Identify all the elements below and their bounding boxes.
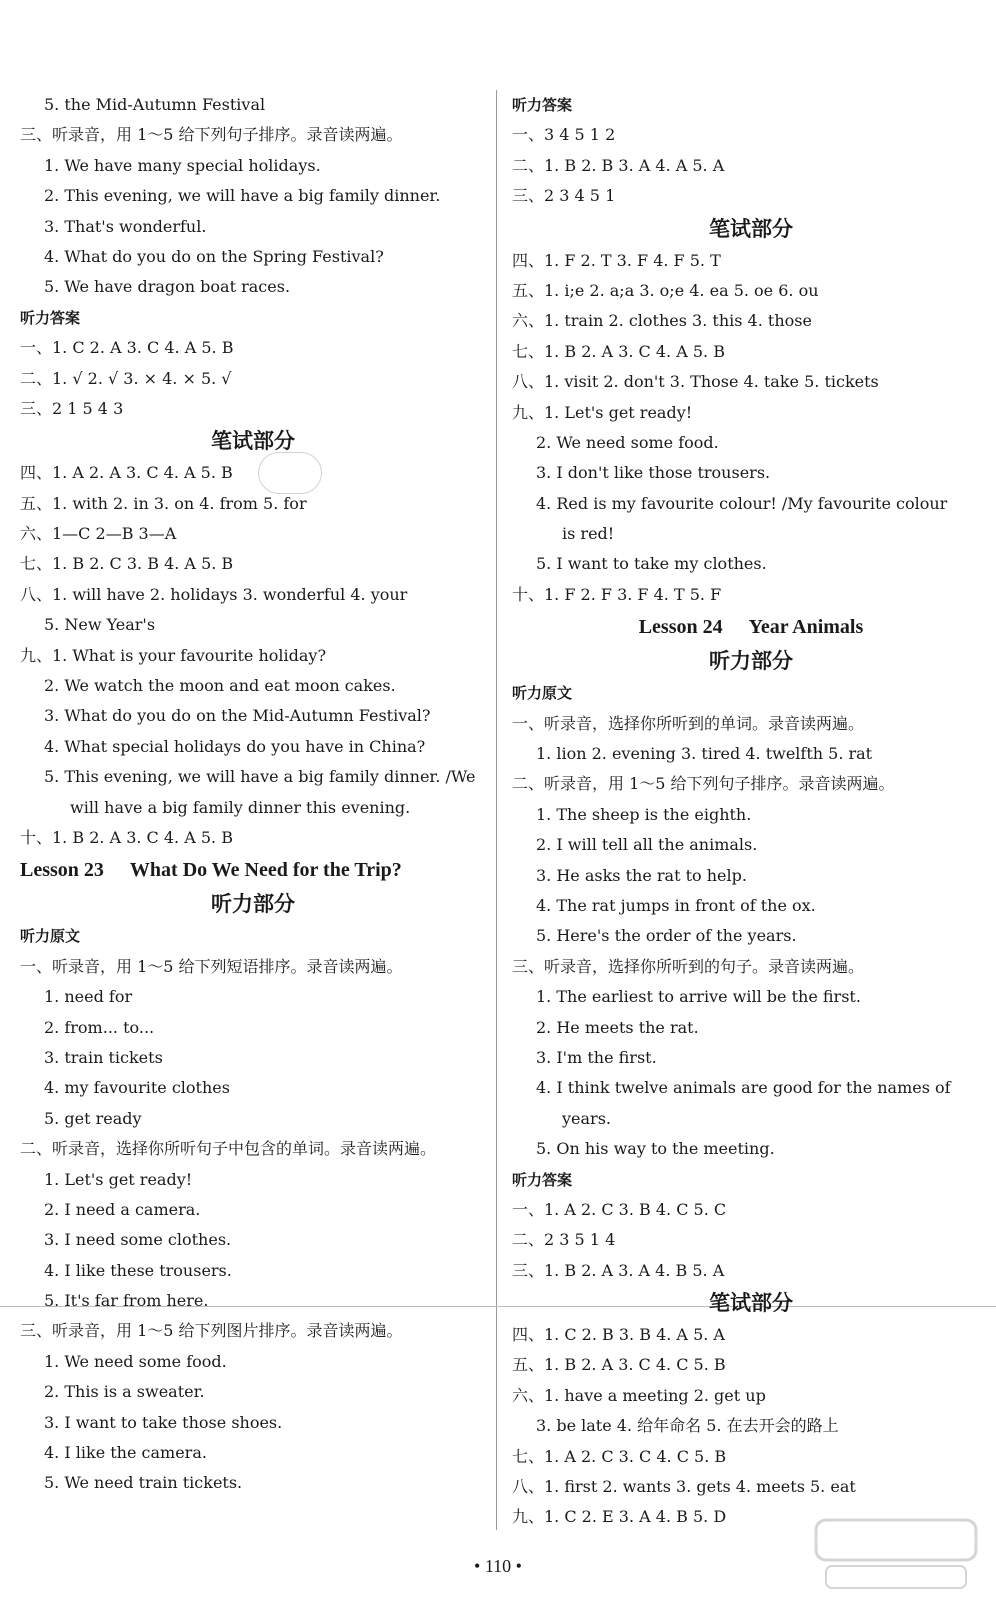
- left-column: [20, 90, 486, 1499]
- page-number: • 110 •: [474, 1556, 522, 1576]
- text-line: 4. What special holidays do you have in China?: [44, 736, 426, 756]
- text-line: 3. I want to take those shoes.: [44, 1412, 283, 1432]
- text-line: 十、1. F 2. F 3. F 4. T 5. F: [512, 584, 722, 604]
- text-line: is red!: [562, 524, 615, 544]
- text-line: 5. I want to take my clothes.: [536, 554, 767, 574]
- text-line: 一、3 4 5 1 2: [512, 125, 616, 145]
- lesson-number: Lesson 24: [638, 616, 723, 639]
- text-line: 一、听录音，用 1～5 给下列短语排序。录音读两遍。: [20, 956, 403, 976]
- text-line: 5. It's far from here.: [44, 1291, 209, 1311]
- text-line: 2. I need a camera.: [44, 1199, 201, 1219]
- text-line: 七、1. A 2. C 3. C 4. C 5. B: [512, 1446, 727, 1466]
- text-line: 六、1—C 2—B 3—A: [20, 524, 177, 544]
- text-line: 九、1. Let's get ready!: [512, 402, 693, 422]
- subsection-heading: 听力答案: [512, 96, 573, 114]
- lesson-title: Year Animals: [748, 616, 864, 639]
- text-line: 五、1. i;e 2. a;a 3. o;e 4. ea 5. oe 6. ou: [512, 280, 819, 300]
- text-line: 十、1. B 2. A 3. C 4. A 5. B: [20, 827, 233, 847]
- text-line: 二、听录音，用 1～5 给下列句子排序。录音读两遍。: [512, 774, 895, 794]
- section-heading: 笔试部分: [709, 216, 793, 241]
- text-line: 2. We need some food.: [536, 432, 719, 452]
- lesson-title: What Do We Need for the Trip?: [129, 859, 402, 882]
- text-line: 3. I don't like those trousers.: [536, 463, 771, 483]
- text-line: 2. He meets the rat.: [536, 1017, 699, 1037]
- section-heading: 笔试部分: [211, 429, 295, 454]
- text-line: 5. On his way to the meeting.: [536, 1139, 775, 1159]
- section-heading: 听力部分: [709, 649, 793, 674]
- lesson-heading: [512, 610, 990, 644]
- text-line: 2. This evening, we will have a big family dinner.: [44, 186, 441, 206]
- text-line: 五、1. B 2. A 3. C 4. C 5. B: [512, 1355, 726, 1375]
- text-line: 3. That's wonderful.: [44, 216, 207, 236]
- text-line: 4. I think twelve animals are good for the names of: [536, 1078, 951, 1098]
- text-line: 1. need for: [44, 987, 133, 1007]
- text-line: 3. I'm the first.: [536, 1047, 657, 1067]
- text-line: 4. my favourite clothes: [44, 1078, 230, 1098]
- text-line: 1. Let's get ready!: [44, 1169, 193, 1189]
- subsection-heading: 听力原文: [512, 684, 573, 703]
- text-line: 2. I will tell all the animals.: [536, 835, 758, 855]
- text-line: 二、2 3 5 1 4: [512, 1230, 616, 1250]
- text-line: 2. from... to...: [44, 1017, 155, 1037]
- text-line: 五、1. with 2. in 3. on 4. from 5. for: [20, 493, 307, 513]
- subsection-heading: 听力答案: [512, 1170, 573, 1189]
- text-line: 4. The rat jumps in front of the ox.: [536, 895, 816, 915]
- text-line: 二、1. √ 2. √ 3. × 4. × 5. √: [20, 368, 232, 388]
- text-line: 三、2 1 5 4 3: [20, 398, 124, 418]
- text-line: 九、1. C 2. E 3. A 4. B 5. D: [512, 1507, 727, 1527]
- column-divider: [496, 90, 497, 1530]
- text-line: 九、1. What is your favourite holiday?: [20, 645, 327, 665]
- text-line: 七、1. B 2. C 3. B 4. A 5. B: [20, 554, 234, 574]
- text-line: 八、1. will have 2. holidays 3. wonderful 4. your: [20, 584, 408, 604]
- text-line: 二、听录音，选择你所听句子中包含的单词。录音读两遍。: [20, 1139, 437, 1159]
- right-column: [512, 90, 990, 1533]
- text-line: 三、听录音，用 1～5 给下列图片排序。录音读两遍。: [20, 1321, 403, 1341]
- text-line: 3. He asks the rat to help.: [536, 865, 747, 885]
- text-line: 4. I like these trousers.: [44, 1260, 232, 1280]
- lesson-heading: [20, 853, 486, 887]
- text-line: 1. The earliest to arrive will be the first.: [536, 987, 861, 1007]
- text-line: 八、1. visit 2. don't 3. Those 4. take 5. tickets: [512, 372, 879, 392]
- text-line: 4. What do you do on the Spring Festival?: [44, 246, 384, 266]
- text-line: 一、1. A 2. C 3. B 4. C 5. C: [512, 1199, 727, 1219]
- watermark-logo: [812, 1514, 982, 1594]
- text-line: 三、听录音，用 1～5 给下列句子排序。录音读两遍。: [20, 125, 403, 145]
- subsection-heading: 听力原文: [20, 927, 81, 946]
- text-line: 5. get ready: [44, 1108, 142, 1128]
- text-line: 1. The sheep is the eighth.: [536, 804, 752, 824]
- section-heading: 笔试部分: [709, 1291, 793, 1316]
- text-line: 5. Here's the order of the years.: [536, 926, 797, 946]
- text-line: 5. This evening, we will have a big family dinner. /We: [44, 767, 476, 787]
- subsection-heading: 听力答案: [20, 308, 81, 327]
- text-line: 四、1. A 2. A 3. C 4. A 5. B: [20, 463, 233, 483]
- text-line: 三、听录音，选择你所听到的句子。录音读两遍。: [512, 956, 865, 976]
- section-heading: 听力部分: [211, 892, 295, 917]
- text-line: 一、听录音，选择你所听到的单词。录音读两遍。: [512, 713, 865, 733]
- text-line: 2. This is a sweater.: [44, 1382, 205, 1402]
- text-line: will have a big family dinner this evening.: [70, 797, 411, 817]
- text-line: 三、1. B 2. A 3. A 4. B 5. A: [512, 1260, 725, 1280]
- text-line: 2. We watch the moon and eat moon cakes.: [44, 676, 396, 696]
- text-line: 3. I need some clothes.: [44, 1230, 232, 1250]
- text-line: 3. What do you do on the Mid-Autumn Festival?: [44, 706, 431, 726]
- lesson-number: Lesson 23: [20, 859, 104, 882]
- text-line: 三、2 3 4 5 1: [512, 186, 616, 206]
- text-line: 四、1. C 2. B 3. B 4. A 5. A: [512, 1325, 725, 1345]
- text-line: 1. We have many special holidays.: [44, 155, 321, 175]
- text-line: 4. Red is my favourite colour! /My favourite colour: [536, 493, 948, 513]
- text-line: 六、1. train 2. clothes 3. this 4. those: [512, 311, 812, 331]
- text-line: 二、1. B 2. B 3. A 4. A 5. A: [512, 155, 725, 175]
- text-line: 3. be late 4. 给年命名 5. 在去开会的路上: [536, 1416, 839, 1436]
- text-line: 5. New Year's: [44, 615, 156, 635]
- text-line: 5. the Mid-Autumn Festival: [44, 95, 266, 114]
- text-line: 4. I like the camera.: [44, 1443, 207, 1463]
- text-line: 1. lion 2. evening 3. tired 4. twelfth 5. rat: [536, 744, 873, 764]
- text-line: 六、1. have a meeting 2. get up: [512, 1385, 766, 1405]
- text-line: 一、1. C 2. A 3. C 4. A 5. B: [20, 338, 234, 358]
- text-line: 1. We need some food.: [44, 1351, 227, 1371]
- text-line: 七、1. B 2. A 3. C 4. A 5. B: [512, 341, 725, 361]
- text-line: 3. train tickets: [44, 1047, 163, 1067]
- stamp-mark: [258, 452, 322, 494]
- text-line: 八、1. first 2. wants 3. gets 4. meets 5. eat: [512, 1477, 856, 1497]
- text-line: 5. We need train tickets.: [44, 1473, 243, 1493]
- text-line: 5. We have dragon boat races.: [44, 277, 291, 297]
- text-line: 四、1. F 2. T 3. F 4. F 5. T: [512, 250, 721, 270]
- text-line: years.: [562, 1108, 611, 1128]
